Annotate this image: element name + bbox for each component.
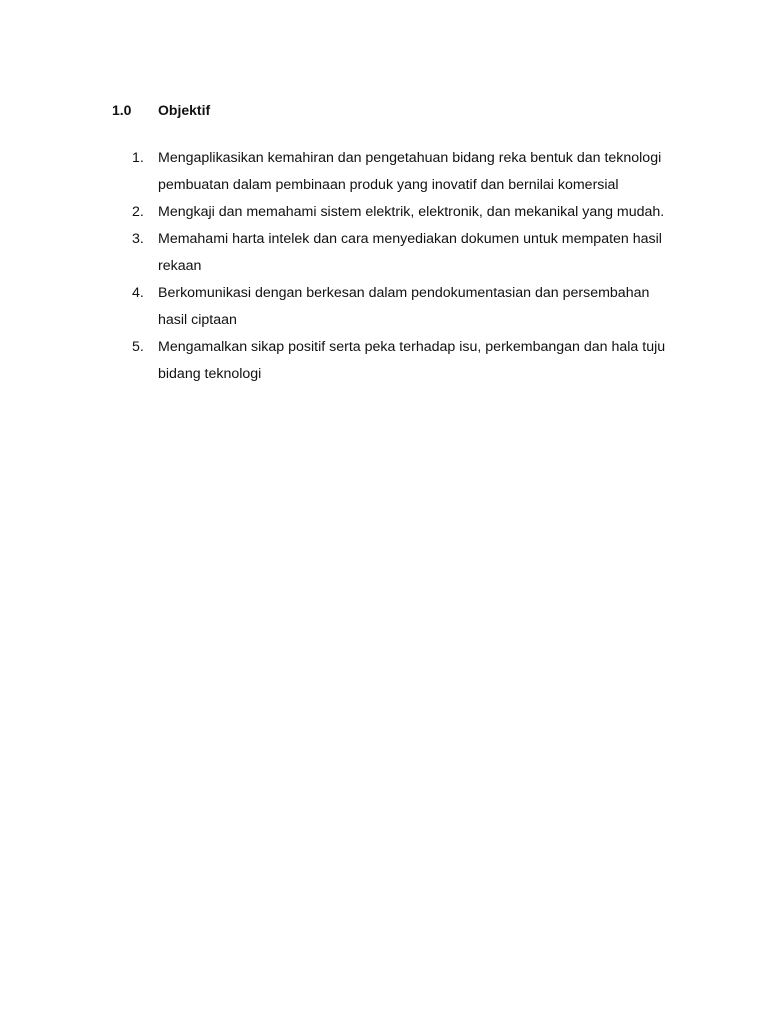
objective-text: Berkomunikasi dengan berkesan dalam pendokumentasian dan persembahan hasil ciptaan (158, 285, 650, 328)
objective-item-3 (132, 226, 672, 280)
objective-number: 1. (132, 150, 144, 166)
section-heading (112, 101, 210, 119)
objective-item-5 (132, 334, 672, 388)
objective-item-2 (132, 199, 672, 226)
objective-number: 4. (132, 285, 144, 301)
objective-text: Mengamalkan sikap positif serta peka terhadap isu, perkembangan dan hala tuju bidang teknologi (158, 339, 666, 382)
objective-number: 2. (132, 204, 144, 220)
objective-number: 5. (132, 339, 144, 355)
objectives-list (132, 145, 672, 388)
objective-item-1 (132, 145, 672, 199)
section-title: Objektif (158, 102, 211, 119)
objective-text: Mengkaji dan memahami sistem elektrik, elektronik, dan mekanikal yang mudah. (158, 204, 665, 220)
objective-number: 3. (132, 231, 144, 247)
objective-item-4 (132, 280, 672, 334)
objective-text: Mengaplikasikan kemahiran dan pengetahuan bidang reka bentuk dan teknologi pembuatan dalam pembinaan produk yang inovatif dan bernilai komersial (158, 150, 662, 193)
section-number: 1.0 (112, 102, 132, 119)
objective-text: Memahami harta intelek dan cara menyediakan dokumen untuk mempaten hasil rekaan (158, 231, 662, 274)
